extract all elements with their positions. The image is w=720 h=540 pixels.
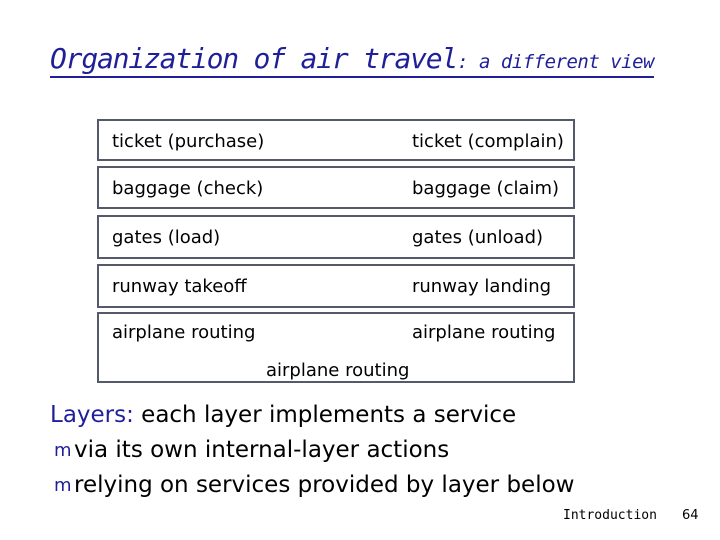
footer-label: Introduction (563, 508, 657, 523)
page-number: 64 (682, 508, 699, 523)
layer-explanation (50, 398, 574, 503)
bullet-text: via its own internal-layer actions (74, 437, 450, 463)
title-subtitle: : a different view (457, 51, 654, 73)
layer-label-left: runway takeoff (112, 276, 247, 297)
layer-label-right: airplane routing (412, 322, 556, 343)
lead-line (50, 398, 574, 433)
layer-label-left: baggage (check) (112, 178, 264, 199)
layer-label-left: ticket (purchase) (112, 131, 265, 152)
layer-label-right: runway landing (412, 276, 552, 297)
bullet-marker-icon: m (54, 440, 72, 461)
bullet-item (50, 433, 574, 468)
layer-label-right: baggage (claim) (412, 178, 560, 199)
layer-label-right: gates (unload) (412, 227, 544, 248)
bottom-layer-label: airplane routing (266, 360, 410, 381)
bullet-text: relying on services provided by layer below (74, 472, 575, 498)
layer-label-right: ticket (complain) (412, 131, 564, 152)
layer-label-left: airplane routing (112, 322, 256, 343)
layer-label-left: gates (load) (112, 227, 221, 248)
layers-label: Layers: (50, 402, 134, 428)
bullet-item (50, 468, 574, 503)
title-main: Organization of air travel (50, 42, 458, 75)
bullet-marker-icon: m (54, 475, 72, 496)
lead-text: each layer implements a service (133, 402, 517, 428)
